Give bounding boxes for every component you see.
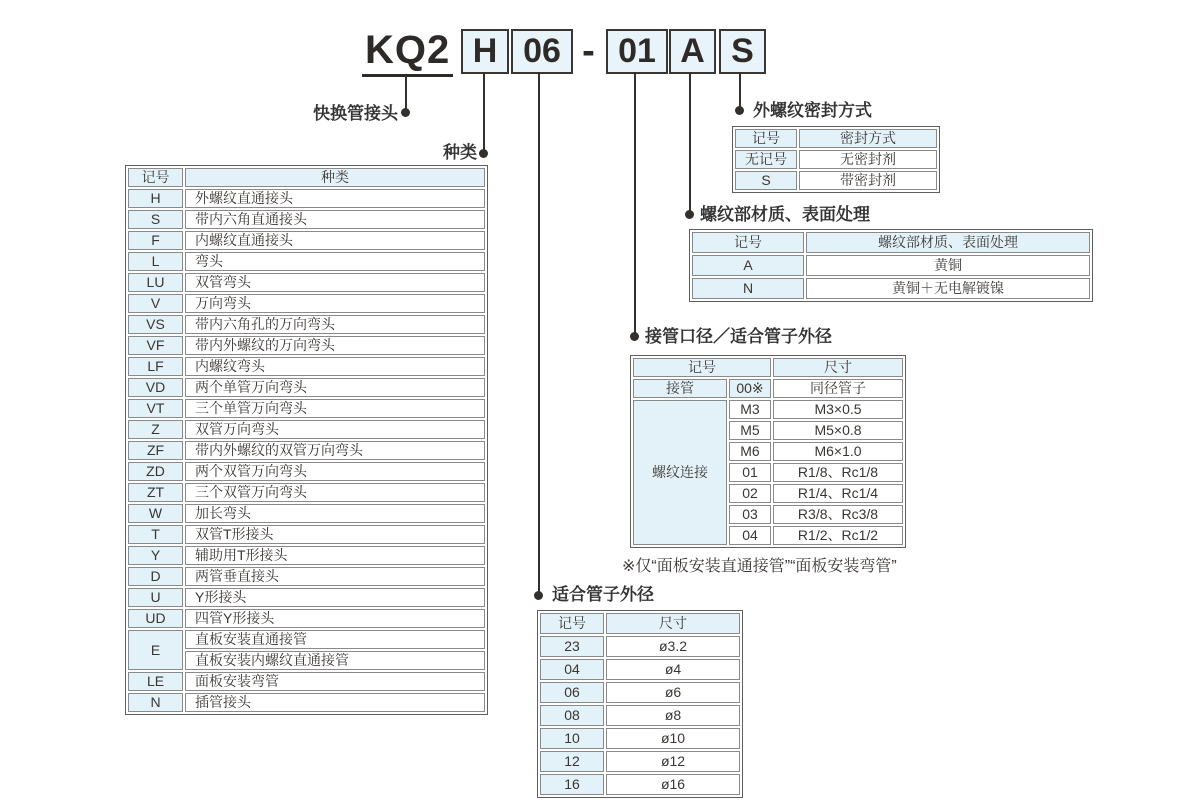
value-cell: M3 <box>729 400 771 419</box>
table-row <box>128 504 485 523</box>
table-row <box>633 379 903 398</box>
port-footnote: ※仅“面板安装直通接管”“面板安装弯管” <box>622 558 897 575</box>
header-cell: 密封方式 <box>799 129 937 148</box>
value-cell: 两个单管万向弯头 <box>185 378 485 397</box>
value-cell: 两个双管万向弯头 <box>185 462 485 481</box>
table-row <box>540 774 740 795</box>
junction-dot-type <box>479 149 488 158</box>
code-cell: 12 <box>540 751 604 772</box>
code-cell: VT <box>128 399 183 418</box>
value-cell: ø4 <box>606 659 740 680</box>
code-cell: S <box>128 210 183 229</box>
code-cell: 08 <box>540 705 604 726</box>
value-cell: 直板安装直通接管 <box>185 630 485 649</box>
table-row <box>128 252 485 271</box>
junction-dot-tube <box>534 591 543 600</box>
value-cell: M5 <box>729 421 771 440</box>
value-cell: ø10 <box>606 728 740 749</box>
value-cell: 四管Y形接头 <box>185 609 485 628</box>
table-row <box>540 682 740 703</box>
label-type: 种类 <box>443 143 477 162</box>
value-cell: 双管弯头 <box>185 273 485 292</box>
code-box-tube-size: 06 <box>511 29 573 74</box>
code-cell: VD <box>128 378 183 397</box>
header-cell: 记号 <box>540 613 604 634</box>
junction-dot-material <box>685 210 694 219</box>
table-row <box>128 672 485 691</box>
value-cell: R1/2、Rc1/2 <box>773 526 903 545</box>
connector-line-port <box>634 72 636 334</box>
code-cell: F <box>128 231 183 250</box>
header-cell: 记号 <box>735 129 797 148</box>
code-cell: T <box>128 525 183 544</box>
code-cell: E <box>128 630 183 670</box>
value-cell: 带内外螺纹的双管万向弯头 <box>185 441 485 460</box>
value-cell: 黄铜 <box>806 255 1090 276</box>
table-row <box>128 525 485 544</box>
value-cell: 黄铜＋无电解镀镍 <box>806 278 1090 299</box>
value-cell: 插管接头 <box>185 693 485 712</box>
code-cell: U <box>128 588 183 607</box>
connector-line-material <box>689 72 691 212</box>
tube-table <box>537 610 743 798</box>
value-cell: Y形接头 <box>185 588 485 607</box>
header-cell: 种类 <box>185 168 485 187</box>
value-cell: 万向弯头 <box>185 294 485 313</box>
code-cell: 10 <box>540 728 604 749</box>
table-row <box>128 399 485 418</box>
header-cell: 尺寸 <box>773 358 903 377</box>
table-row <box>692 255 1090 276</box>
value-cell: 外螺纹直通接头 <box>185 189 485 208</box>
value-cell: 内螺纹直通接头 <box>185 231 485 250</box>
code-cell: 06 <box>540 682 604 703</box>
table-row <box>540 751 740 772</box>
code-cell: N <box>692 278 804 299</box>
table-row <box>692 232 1090 253</box>
value-cell: R3/8、Rc3/8 <box>773 505 903 524</box>
table-row <box>735 129 937 148</box>
value-cell: ø8 <box>606 705 740 726</box>
code-cell: W <box>128 504 183 523</box>
table-row <box>128 420 485 439</box>
code-cell: Z <box>128 420 183 439</box>
value-cell: 内螺纹弯头 <box>185 357 485 376</box>
table-row <box>128 168 485 187</box>
value-cell: R1/4、Rc1/4 <box>773 484 903 503</box>
value-cell: 03 <box>729 505 771 524</box>
table-row <box>735 171 937 190</box>
code-cell: N <box>128 693 183 712</box>
code-cell: Y <box>128 546 183 565</box>
table-row <box>128 462 485 481</box>
value-cell: M3×0.5 <box>773 400 903 419</box>
table-row <box>128 567 485 586</box>
series-code: KQ2 <box>362 28 453 77</box>
code-cell: 无记号 <box>735 150 797 169</box>
value-cell: ø12 <box>606 751 740 772</box>
table-row <box>540 613 740 634</box>
value-cell: ø6 <box>606 682 740 703</box>
dash-separator: - <box>582 30 595 72</box>
code-box-material: A <box>669 29 716 74</box>
table-row <box>540 705 740 726</box>
code-box-thread-size: 01 <box>606 29 668 74</box>
label-quick-fitting: 快换管接头 <box>313 104 398 123</box>
value-cell: 带内六角直通接头 <box>185 210 485 229</box>
code-cell: ZT <box>128 483 183 502</box>
code-cell: 00※ <box>729 379 771 398</box>
code-cell: 23 <box>540 636 604 657</box>
value-cell: 02 <box>729 484 771 503</box>
code-box-type: H <box>461 29 509 74</box>
table-row <box>128 588 485 607</box>
table-row <box>128 273 485 292</box>
junction-dot-port <box>630 332 639 341</box>
value-cell: 三个双管万向弯头 <box>185 483 485 502</box>
value-cell: M5×0.8 <box>773 421 903 440</box>
table-row <box>128 609 485 628</box>
label-port: 接管口径／适合管子外径 <box>645 327 832 346</box>
table-row <box>128 546 485 565</box>
junction-dot-series <box>401 108 410 117</box>
header-cell: 记号 <box>128 168 183 187</box>
code-cell: 16 <box>540 774 604 795</box>
table-row <box>128 336 485 355</box>
table-row <box>540 728 740 749</box>
code-cell: L <box>128 252 183 271</box>
value-cell: ø16 <box>606 774 740 795</box>
table-row <box>128 357 485 376</box>
code-cell: ZD <box>128 462 183 481</box>
code-cell: VF <box>128 336 183 355</box>
connector-line-series <box>405 76 407 110</box>
label-seal: 外螺纹密封方式 <box>753 101 872 120</box>
connector-line-type <box>483 72 485 152</box>
code-cell: V <box>128 294 183 313</box>
table-row <box>128 483 485 502</box>
table-row <box>128 630 485 649</box>
table-row <box>128 441 485 460</box>
seal-table <box>732 126 940 193</box>
material-table <box>689 229 1093 302</box>
value-cell: 加长弯头 <box>185 504 485 523</box>
table-row <box>128 693 485 712</box>
junction-dot-seal <box>735 106 744 115</box>
table-row <box>128 210 485 229</box>
value-cell: ø3.2 <box>606 636 740 657</box>
value-cell: 三个单管万向弯头 <box>185 399 485 418</box>
value-cell: 无密封剂 <box>799 150 937 169</box>
header-cell: 尺寸 <box>606 613 740 634</box>
table-row <box>735 150 937 169</box>
value-cell: 直板安装内螺纹直通接管 <box>185 651 485 670</box>
value-cell: R1/8、Rc1/8 <box>773 463 903 482</box>
table-row <box>540 636 740 657</box>
type-table <box>125 165 488 715</box>
table-row <box>128 231 485 250</box>
code-cell: H <box>128 189 183 208</box>
header-cell: 螺纹部材质、表面处理 <box>806 232 1090 253</box>
code-cell: ZF <box>128 441 183 460</box>
value-cell: 同径管子 <box>773 379 903 398</box>
connector-line-tube <box>538 72 540 593</box>
value-cell: 弯头 <box>185 252 485 271</box>
value-cell: 带密封剂 <box>799 171 937 190</box>
value-cell: 带内六角孔的万向弯头 <box>185 315 485 334</box>
code-cell: A <box>692 255 804 276</box>
label-tube: 适合管子外径 <box>552 585 654 604</box>
value-cell: 双管万向弯头 <box>185 420 485 439</box>
code-box-seal: S <box>719 29 766 74</box>
connector-line-seal <box>739 72 741 108</box>
value-cell: M6×1.0 <box>773 442 903 461</box>
code-cell: VS <box>128 315 183 334</box>
code-cell: LU <box>128 273 183 292</box>
code-cell: LE <box>128 672 183 691</box>
port-table <box>630 355 906 548</box>
value-cell: 01 <box>729 463 771 482</box>
table-row <box>128 378 485 397</box>
code-cell: 螺纹连接 <box>633 400 727 545</box>
code-cell: UD <box>128 609 183 628</box>
value-cell: 两管垂直接头 <box>185 567 485 586</box>
table-row <box>128 189 485 208</box>
label-material: 螺纹部材质、表面处理 <box>700 205 870 224</box>
code-cell: 04 <box>540 659 604 680</box>
table-row <box>633 400 903 419</box>
table-row <box>128 315 485 334</box>
table-row <box>633 358 903 377</box>
code-cell: S <box>735 171 797 190</box>
table-row <box>540 659 740 680</box>
header-cell: 记号 <box>692 232 804 253</box>
table-row <box>128 294 485 313</box>
code-cell: 接管 <box>633 379 727 398</box>
value-cell: 带内外螺纹的万向弯头 <box>185 336 485 355</box>
code-cell: LF <box>128 357 183 376</box>
value-cell: 辅助用T形接头 <box>185 546 485 565</box>
table-row <box>692 278 1090 299</box>
value-cell: 04 <box>729 526 771 545</box>
header-cell: 记号 <box>633 358 771 377</box>
value-cell: 面板安装弯管 <box>185 672 485 691</box>
value-cell: 双管T形接头 <box>185 525 485 544</box>
code-cell: D <box>128 567 183 586</box>
value-cell: M6 <box>729 442 771 461</box>
